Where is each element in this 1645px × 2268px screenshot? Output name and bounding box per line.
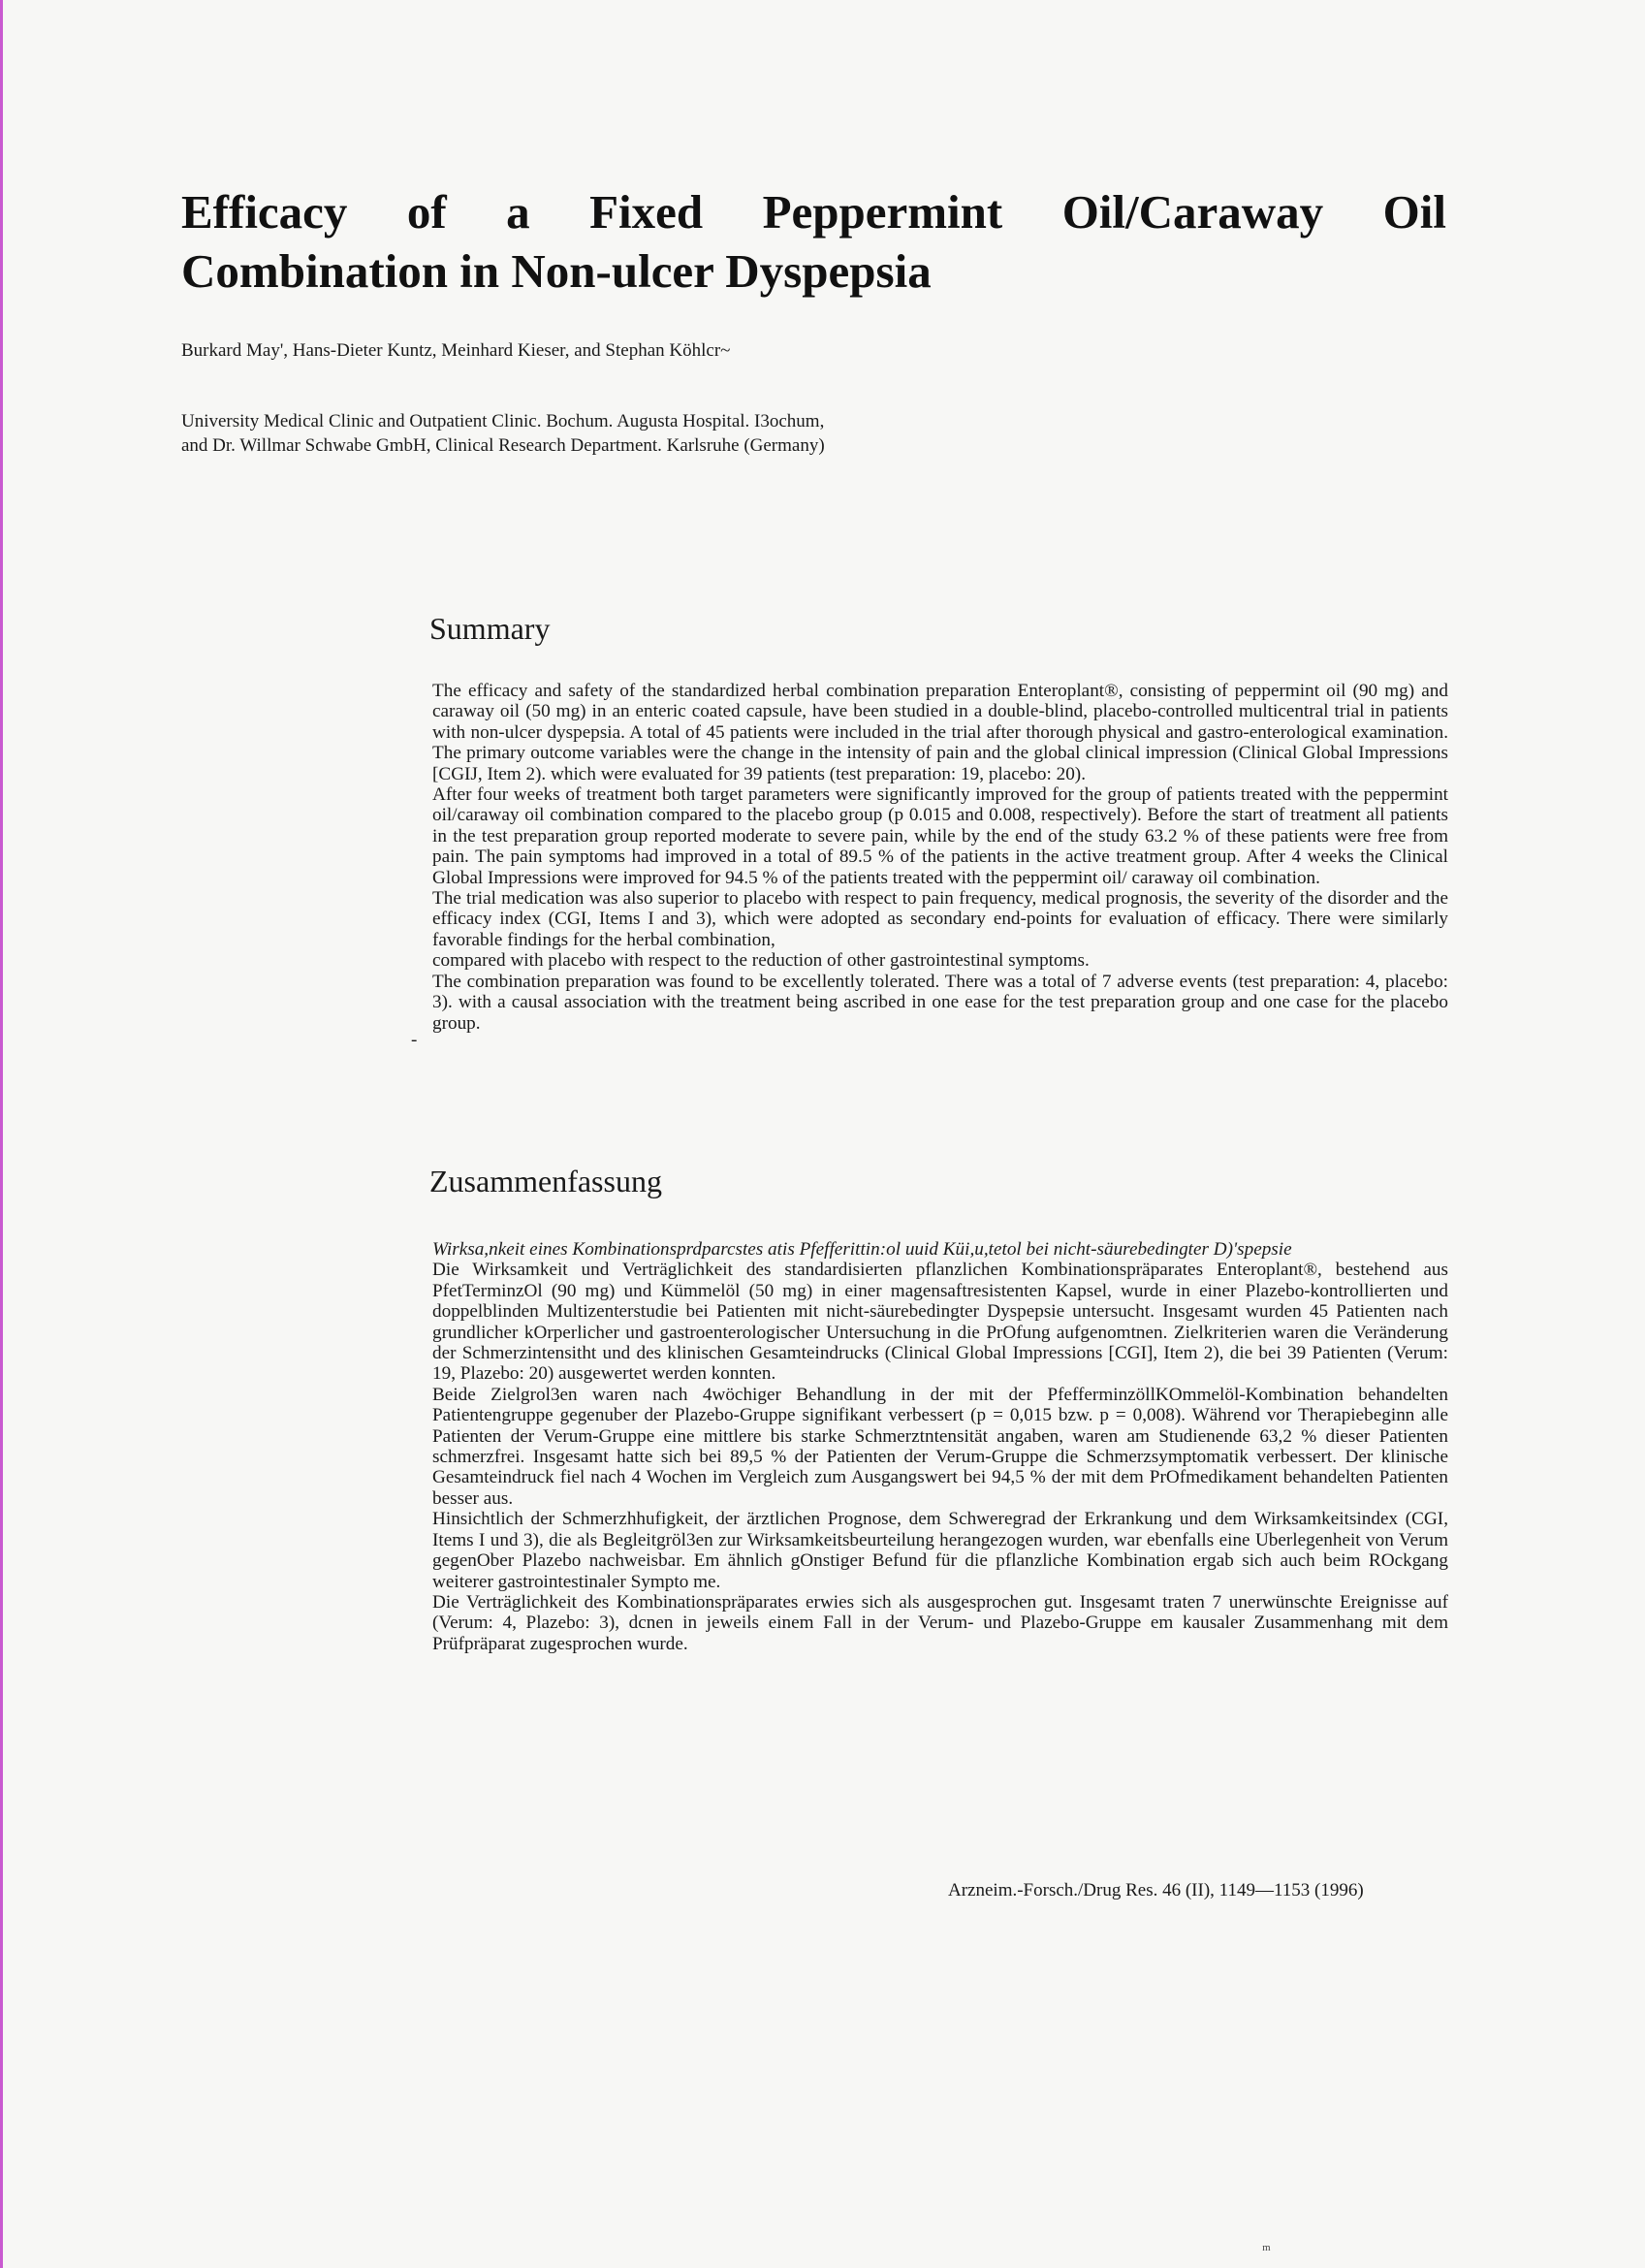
zusammenfassung-paragraph: Die Wirksamkeit und Verträglichkeit des standardisierten pflanzlichen Kombinationspräparates Enteroplant®, bestehend aus PfetTerminzOl (90 mg) und Kümmelöl (50 mg) in einer magensaftresistenten Kapsel, wurde in einer Plazebo-kontrollierten und doppelblinden Multizenterstudie bei Patienten mit nicht-säurebedingter Dyspepsie untersucht. Insgesamt wurden 45 Patienten nach grundlicher kOrperlicher und gastroenterologischer Untersuchung in die PrOfung aufgenomtnen. Zielkriterien waren die Veränderung der Schmerzintensitht und des klinischen Gesamteindrucks (Clinical Global Impressions [CGI], Item 2), die bei 39 Patienten (Verum: 19, Plazebo: 20) ausgewertet werden konnten. — [432, 1260, 1448, 1385]
author-list: Burkard May', Hans-Dieter Kuntz, Meinhard Kieser, and Stephan Köhlcr~ — [181, 340, 731, 361]
summary-heading: Summary — [429, 611, 551, 646]
zusammenfassung-body — [432, 1239, 1448, 1654]
summary-paragraph: compared with placebo with respect to the reduction of other gastrointestinal symptoms. — [432, 950, 1090, 972]
summary-paragraph: The trial medication was also superior to placebo with respect to pain frequency, medical prognosis, the severity of the disorder and the efficacy index (CGI, Items I and 3), which were adopted as secondary end-points for evaluation of efficacy. There were similarly favorable findings for the herbal combination, — [432, 888, 1448, 950]
title-word: Fixed — [589, 185, 704, 239]
journal-citation: Arzneim.-Forsch./Drug Res. 46 (II), 1149—1153 (1996) — [948, 1880, 1364, 1901]
article-title — [181, 182, 1446, 301]
affiliation-line: and Dr. Willmar Schwabe GmbH, Clinical Research Department. Karlsruhe (Germany) — [181, 435, 825, 456]
zusammenfassung-paragraph: Die Verträglichkeit des Kombinationspräparates erwies sich als ausgesprochen gut. Insgesamt traten 7 unerwünschte Ereignisse auf (Verum: 4, Plazebo: 3), dcnen in jeweils einem Fall in der Verum- und Plazebo-Gruppe em kausaler Zusammenhang mit dem Prüfpräparat zugesprochen wurde. — [432, 1591, 1448, 1654]
summary-paragraph: The combination preparation was found to be excellently tolerated. There was a total of 7 adverse events (test preparation: 4, placebo: 3). with a causal association with the treatment being ascribed in one ease for the test preparation group and one case for the placebo group. — [432, 971, 1448, 1034]
zusammenfassung-heading: Zusammenfassung — [429, 1164, 662, 1198]
title-line-1 — [181, 182, 1446, 241]
summary-body — [432, 681, 1448, 1034]
summary-paragraph: After four weeks of treatment both target parameters were significantly improved for the group of patients treated with the peppermint oil/caraway oil combination compared to the placebo group (p 0.015 and 0.008, respectively). Before the start of treatment all patients in the test preparation group reported moderate to severe pain, while by the end of the study 63.2 % of these patients were free from pain. The pain symptoms had improved in a total of 89.5 % of the patients in the active treatment group. After 4 weeks the Clinical Global Impressions were improved for 94.5 % of the patients treated with the peppermint oil/ caraway oil combination. — [432, 784, 1448, 888]
margin-dash: - — [411, 1030, 418, 1050]
title-word: Efficacy — [181, 185, 348, 239]
summary-paragraph: The efficacy and safety of the standardized herbal combination preparation Enteroplant®, consisting of peppermint oil (90 mg) and caraway oil (50 mg) in an enteric coated capsule, have been studied in a double-blind, placebo-controlled multicentral trial in patients with non-ulcer dyspepsia. A total of 45 patients were included in the trial after thorough physical and gastro-enterological examination. The primary outcome variables were the change in the intensity of pain and the global clinical impression (Clinical Global Impressions [CGIJ, Item 2). which were evaluated for 39 patients (test preparation: 19, placebo: 20). — [432, 681, 1448, 784]
zusammenfassung-paragraph: Hinsichtlich der Schmerzhhufigkeit, der ärztlichen Prognose, dem Schweregrad der Erkrankung und dem Wirksamkeitsindex (CGI, Items I und 3), die als Begleitgröl3en zur Wirksamkeitsbeurteilung herangezogen wurden, war ebenfalls eine Uberlegenheit von Verum gegenOber Plazebo nachweisbar. Em ähnlich gOnstiger Befund für die pflanzliche Kombination ergab sich auch beim ROckgang weiterer gastrointestinaler Sympto me. — [432, 1509, 1448, 1592]
affiliation-line: University Medical Clinic and Outpatient Clinic. Bochum. Augusta Hospital. I3ochum, — [181, 411, 825, 431]
affiliation — [181, 409, 1054, 458]
page-left-edge — [0, 0, 3, 2268]
scan-speck: ᵐ — [1262, 2240, 1271, 2259]
title-word: Peppermint — [762, 185, 1003, 239]
title-word: a — [506, 185, 530, 239]
zusammenfassung-paragraph: Beide Zielgrol3en waren nach 4wöchiger Behandlung in der mit der PfefferminzöllKOmmelöl-Kombination behandelten Patientengruppe gegenuber der Plazebo-Gruppe signifikant verbessert (p = 0,015 bzw. p = 0,008). Während vor Therapiebeginn alle Patienten der Verum-Gruppe eine mittlere bis starke Schmerztntensität angaben, waren am Studienende 63,2 % dieser Patienten schmerzfrei. Insgesamt hatte sich bei 89,5 % der Patienten der Verum-Gruppe die Schmerzsymptomatik verbessert. Der klinische Gesamteindruck fiel nach 4 Wochen im Vergleich zum Ausgangswert bei 94,5 % der mit dem PrOfmedikament behandelten Patienten besser aus. — [432, 1384, 1448, 1509]
title-word: Oil/Caraway — [1061, 185, 1324, 239]
title-word: Oil — [1382, 185, 1446, 239]
german-title: Wirksa,nkeit eines Kombinationsprdparcstes atis Pfefferittin:ol uuid Küi,u,tetol bei nicht-säurebedingter D)'spepsie — [432, 1239, 1292, 1260]
title-line-2: Combination in Non-ulcer Dyspepsia — [181, 244, 932, 298]
title-word: of — [406, 185, 447, 239]
